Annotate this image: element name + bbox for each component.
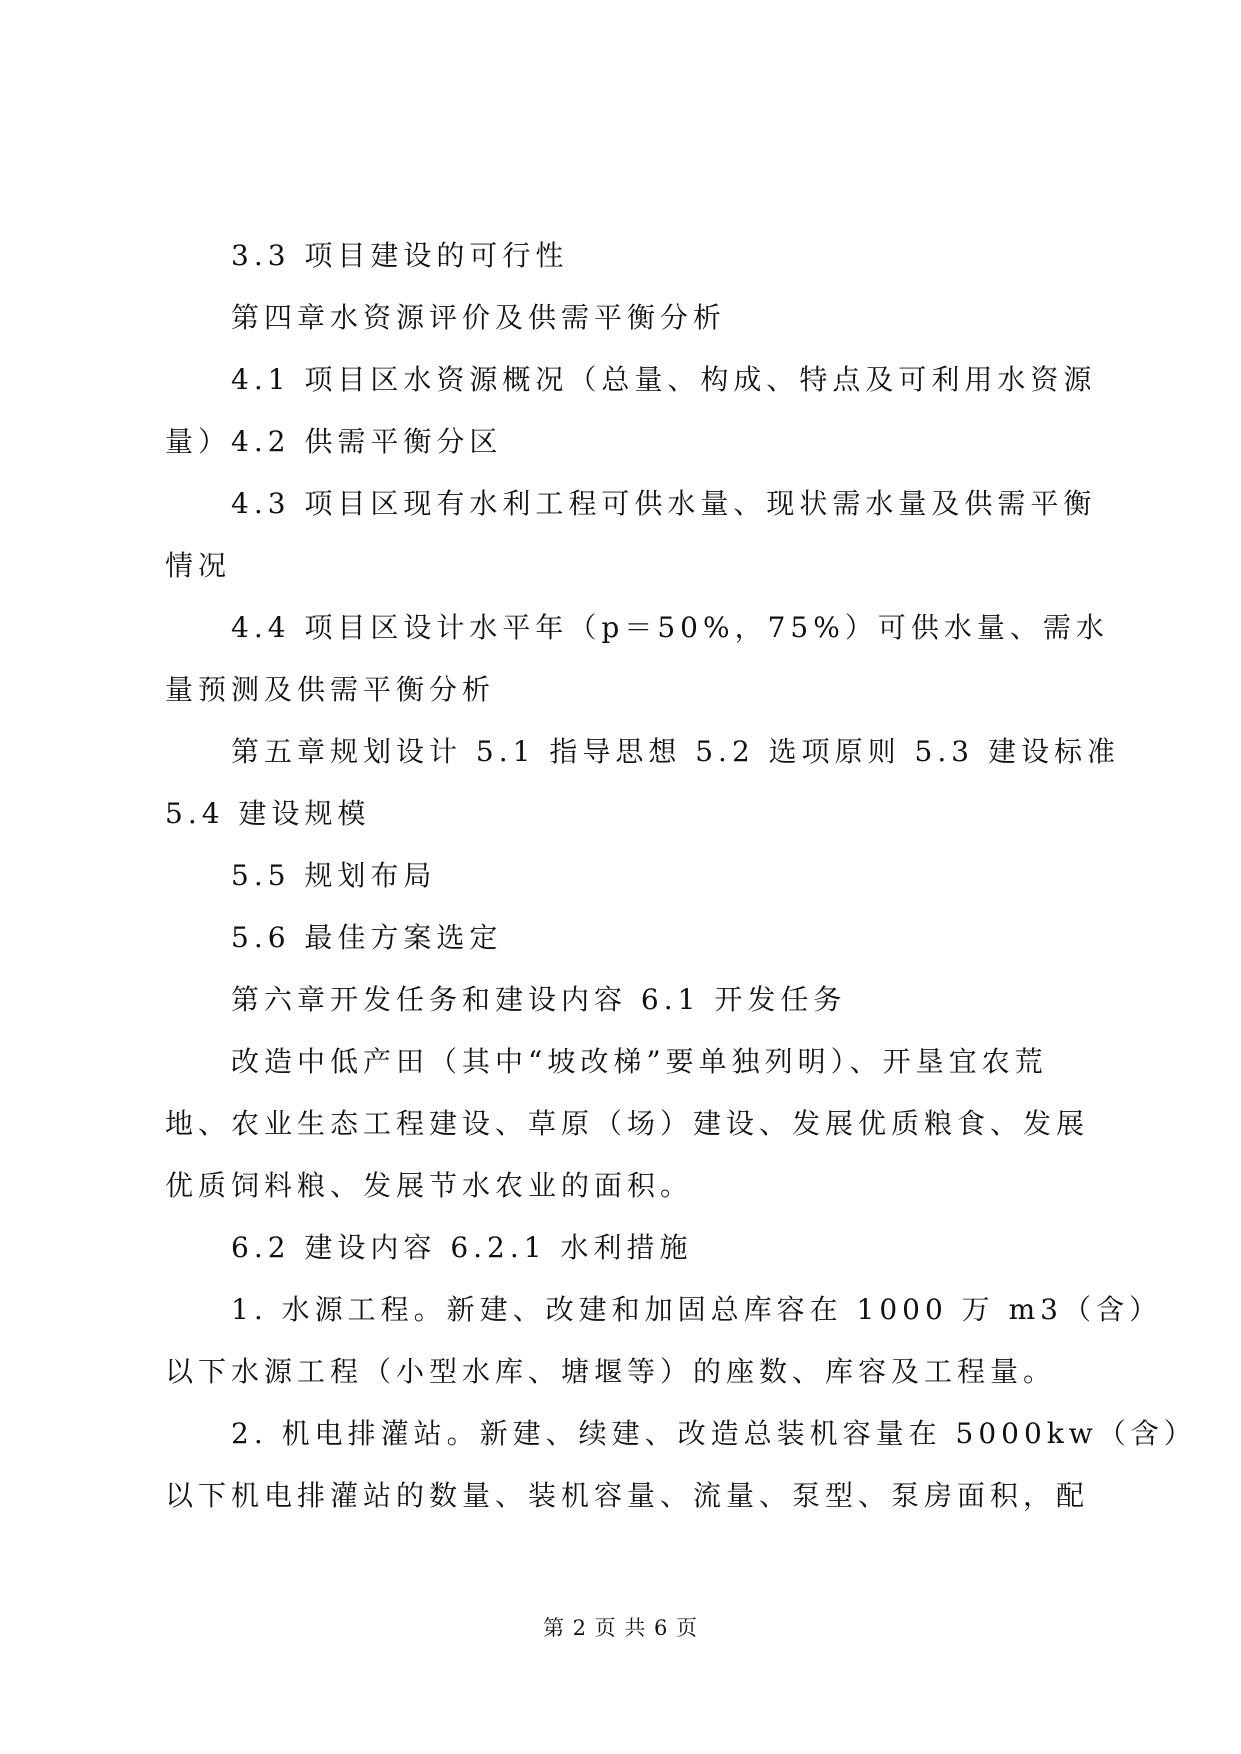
paragraph-6-1-line-1: 改造中低产田（其中“坡改梯”要单独列明）、开垦宜农荒 [231, 1045, 1048, 1078]
paragraph-6-1-line-2: 地、农业生态工程建设、草原（场）建设、发展优质粮食、发展 [165, 1107, 1090, 1140]
page-number-footer: 第 2 页 共 6 页 [542, 1616, 699, 1640]
section-3-3: 3.3 项目建设的可行性 [231, 239, 569, 272]
section-4-3: 4.3 项目区现有水利工程可供水量、现状需水量及供需平衡 [231, 487, 1097, 520]
chapter-5-title: 第五章规划设计 5.1 指导思想 5.2 选项原则 5.3 建设标准 [231, 735, 1120, 768]
section-6-2: 6.2 建设内容 6.2.1 水利措施 [231, 1231, 693, 1264]
item-1-line-2: 以下水源工程（小型水库、塘堰等）的座数、库容及工程量。 [165, 1355, 1057, 1388]
chapter-4-title: 第四章水资源评价及供需平衡分析 [231, 301, 727, 334]
chapter-5-cont: 5.4 建设规模 [165, 797, 371, 830]
section-5-6: 5.6 最佳方案选定 [231, 921, 503, 954]
section-4-4: 4.4 项目区设计水平年（p＝50%，75%）可供水量、需水 [231, 611, 1109, 644]
item-2-line-2: 以下机电排灌站的数量、装机容量、流量、泵型、泵房面积，配 [165, 1479, 1090, 1512]
chapter-6-title: 第六章开发任务和建设内容 6.1 开发任务 [231, 983, 847, 1016]
paragraph-6-1-line-3: 优质饲料粮、发展节水农业的面积。 [165, 1169, 694, 1202]
section-4-1-cont: 量）4.2 供需平衡分区 [165, 425, 503, 458]
document-body [165, 225, 1197, 1527]
item-1-line-1: 1. 水源工程。新建、改建和加固总库容在 1000 万 m3（含） [231, 1293, 1162, 1326]
section-4-1: 4.1 项目区水资源概况（总量、构成、特点及可利用水资源 [231, 363, 1097, 396]
section-4-4-cont: 量预测及供需平衡分析 [165, 673, 496, 706]
item-2-line-1: 2. 机电排灌站。新建、续建、改造总装机容量在 5000kw（含） [231, 1417, 1197, 1450]
section-4-3-cont: 情况 [165, 549, 232, 582]
section-5-5: 5.5 规划布局 [231, 859, 437, 892]
